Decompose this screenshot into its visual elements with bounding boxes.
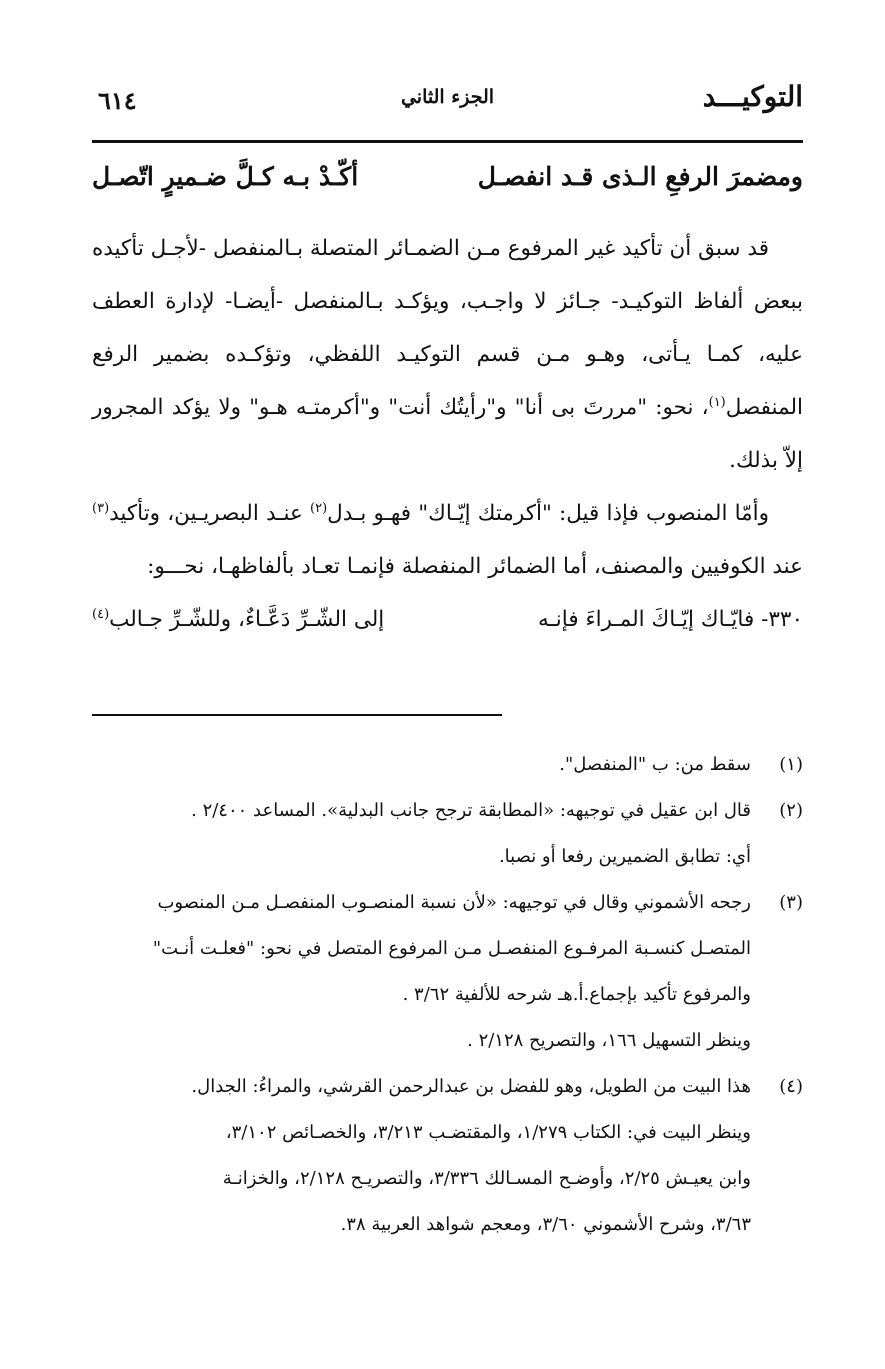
part-title: الجزء الثاني: [400, 86, 495, 108]
paragraph-1-text: قد سبق أن تأكيد غير المرفوع مـن الضمـائر المتصلة بـالمنفصل -لأجـل تأكيده ببعض ألفاظ التوكيـد- جـائز لا واجـب، ويؤكـد بـالمنفصل -أيضـا- لإدارة العطف عليه، كمـا يـأتى، وهـو مـن قسم التوكيـد اللفظي، وتؤكـده بضمير الرفع المنفصل: [92, 236, 803, 420]
footnote-number: (٢): [779, 800, 803, 821]
paragraph-1-end: ، نحو: "مررتَ بى أنا" و"رأيتُك أنت" و"أكرمتـه هـو" ولا يؤكد المجرور إلاّ بذلك.: [92, 395, 803, 473]
page-header: [92, 80, 803, 132]
footnote-1: [92, 742, 803, 788]
footnote-line: قال ابن عقيل في توجيهه: «المطابقة ترجح جانب البدلية». المساعد ٢/٤٠٠ .: [191, 800, 751, 821]
verse-330: [92, 593, 803, 646]
chapter-title: التوكيـــد: [702, 80, 803, 113]
footnote-number: (٣): [779, 892, 803, 913]
footnote-3: [92, 880, 803, 1064]
verse-330-hemistich-2: إلى الشّـرِّ دَعَّـاءٌ، وللشّـرِّ جـالب$^{(٤)}$: [92, 606, 385, 632]
footnote-line: أي: تطابق الضميرين رفعا أو نصبا.: [498, 846, 751, 867]
footnote-4: [92, 1064, 803, 1248]
footnote-ref-3[interactable]: (٣): [92, 500, 110, 516]
paragraph-2-c: عند الكوفيين والمصنف، أما الضمائر المنفصلة فإنمـا تعـاد بألفاظهـا، نحـــو:: [147, 554, 803, 579]
footnotes: [92, 742, 803, 1248]
footnotes-rule: [92, 714, 502, 716]
paragraph-2-b: عنـد البصريـين، وتأكيد: [109, 501, 311, 526]
footnote-line: المتصـل كنسـبة المرفـوع المنفصـل مـن المرفوع المتصل في نحو: "فعلـت أنـت": [152, 938, 751, 959]
footnote-2: [92, 788, 803, 880]
paragraph-2-a: وأمّا المنصوب فإذا قيل: "أكرمتك إيّـاك" فهـو بـدل: [327, 501, 769, 526]
header-rule: [92, 140, 803, 143]
verse-hemistich-2: أكّـدْ بـه كـلَّ ضـميرٍ اتّصـل: [92, 162, 359, 191]
book-page: [92, 0, 803, 1369]
footnote-line: هذا البيت من الطويل، وهو للفضل بن عبدالرحمن القرشي، والمراءُ: الجدال.: [191, 1076, 751, 1097]
footnote-line: وينظر التسهيل ١٦٦، والتصريح ٢/١٢٨ .: [467, 1030, 751, 1051]
paragraph-1: [92, 222, 803, 487]
footnote-line: والمرفوع تأكيد بإجماع.أ.هـ شرحه للألفية ٣/٦٢ .: [402, 984, 751, 1005]
verse-330-hemistich-1: ٣٣٠- فايّـاك إيّـاكَ المـراءَ فإنـه: [537, 607, 803, 632]
verse-hemistich-1: ومضمرَ الرفعِ الـذى قـد انفصـل: [477, 162, 803, 191]
paragraph-2: [92, 487, 803, 593]
alfiya-verse: [92, 162, 803, 212]
footnote-line: ٣/٦٣، وشرح الأشموني ٣/٦٠، ومعجم شواهد العربية ٣٨.: [340, 1214, 751, 1235]
footnote-ref-4[interactable]: (٤): [92, 606, 110, 622]
main-text: [92, 222, 803, 646]
footnote-ref-1[interactable]: (١): [708, 394, 726, 410]
footnote-number: (٤): [779, 1076, 803, 1097]
footnote-line: وابن يعيـش ٢/٢٥، وأوضـح المسـالك ٣/٣٣٦، والتصريـح ٢/١٢٨، والخزانـة: [222, 1168, 751, 1189]
footnote-line: وينظر البيت في: الكتاب ١/٢٧٩، والمقتضـب ٣/٢١٣، والخصـائص ٣/١٠٢،: [225, 1122, 751, 1143]
footnote-ref-2[interactable]: (٢): [310, 500, 328, 516]
page-number: ٦١٤: [98, 86, 137, 115]
footnote-number: (١): [779, 754, 803, 775]
footnote-line: سقط من: ب "المنفصل".: [559, 754, 751, 775]
footnote-line: رجحه الأشموني وقال في توجيهه: «لأن نسبة المنصـوب المنفصـل مـن المنصوب: [157, 892, 751, 913]
